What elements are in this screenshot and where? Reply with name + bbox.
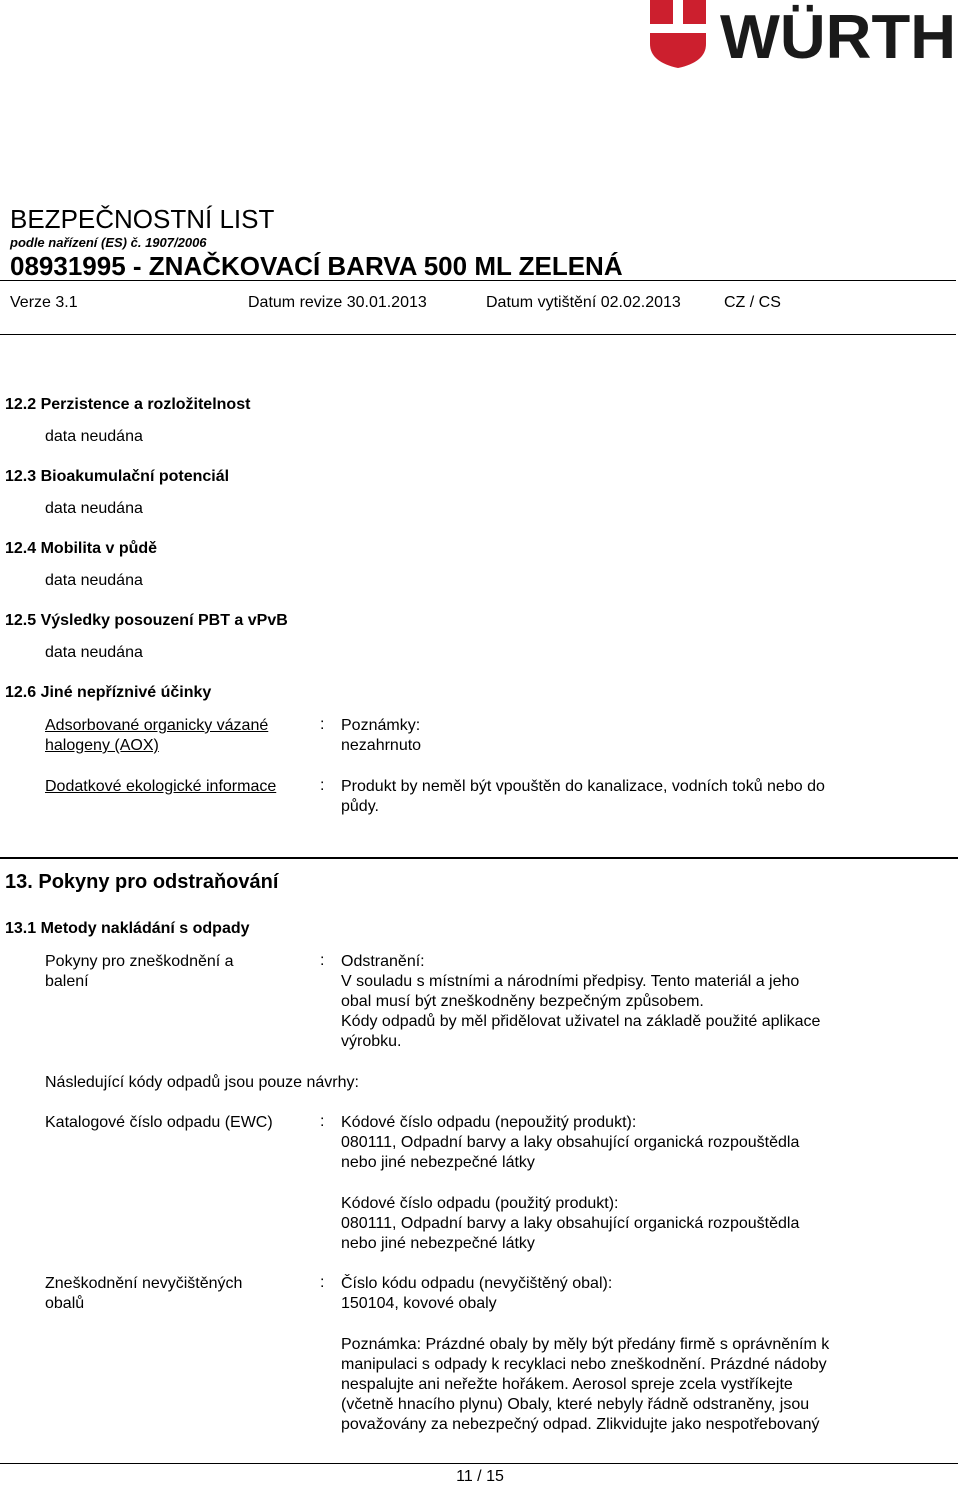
ewc-unused-line1: Kódové číslo odpadu (nepoužitý produkt):: [341, 1114, 637, 1131]
codes-note: Následující kódy odpadů jsou pouze návrhy:: [45, 1074, 359, 1091]
eco-info-value-line2: půdy.: [341, 798, 379, 815]
colon: :: [320, 952, 325, 969]
ewc-used-line1: Kódové číslo odpadu (použitý produkt):: [341, 1195, 619, 1212]
header-rule-bottom: [0, 334, 956, 335]
ewc-unused-line3: nebo jiné nebezpečné látky: [341, 1154, 535, 1171]
heading-12-6: 12.6 Jiné nepříznivé účinky: [5, 684, 212, 701]
heading-13-1: 13.1 Metody nakládání s odpady: [5, 920, 250, 937]
packaging-note-line3: nespalujte ani neřežte hořákem. Aerosol spreje zcela vystříkejte: [341, 1376, 793, 1393]
header-rule-top: [0, 280, 956, 281]
aox-value-line2: nezahrnuto: [341, 737, 422, 754]
regulation-note: podle nařízení (ES) č. 1907/2006: [10, 235, 207, 250]
aox-label-line2: halogeny (AOX): [45, 737, 159, 754]
heading-12-3: 12.3 Bioakumulační potenciál: [5, 468, 230, 485]
heading-12-5: 12.5 Výsledky posouzení PBT a vPvB: [5, 612, 288, 629]
packaging-note-line4: (včetně hnacího plynu) Obaly, které nebyly řádně odstraněny, jsou: [341, 1396, 810, 1413]
wurth-emblem-icon: [650, 0, 706, 68]
document-title: BEZPEČNOSTNÍ LIST: [10, 204, 275, 234]
print-date: Datum vytištění 02.02.2013: [486, 294, 681, 311]
disposal-label-line1: Pokyny pro zneškodnění a: [45, 953, 234, 970]
packaging-value-line2: 150104, kovové obaly: [341, 1295, 497, 1312]
disposal-value-line3: obal musí být zneškodněny bezpečným způsobem.: [341, 993, 704, 1010]
disposal-value-line4: Kódy odpadů by měl přidělovat uživatel na základě použité aplikace: [341, 1013, 821, 1030]
logo-wordmark: WÜRTH: [720, 3, 956, 68]
wurth-logo: [648, 0, 958, 68]
packaging-note-line2: manipulaci s odpady k recyklaci nebo zneškodnění. Prázdné nádoby: [341, 1356, 827, 1373]
ewc-used-line3: nebo jiné nebezpečné látky: [341, 1235, 535, 1252]
product-name: 08931995 - ZNAČKOVACÍ BARVA 500 ML ZELENÁ: [10, 251, 623, 281]
text-12-4: data neudána: [45, 572, 143, 589]
disposal-value-line2: V souladu s místními a národními předpisy. Tento materiál a jeho: [341, 973, 800, 990]
text-12-3: data neudána: [45, 500, 143, 517]
locale: CZ / CS: [724, 294, 781, 311]
ewc-used-line2: 080111, Odpadní barvy a laky obsahující organická rozpouštědla: [341, 1215, 800, 1232]
disposal-value-line5: výrobku.: [341, 1033, 402, 1050]
colon: :: [320, 716, 325, 733]
packaging-note-line1: Poznámka: Prázdné obaly by měly být předány firmě s oprávněním k: [341, 1336, 830, 1353]
heading-13: 13. Pokyny pro odstraňování: [5, 871, 279, 893]
colon: :: [320, 1274, 325, 1291]
packaging-label-line2: obalů: [45, 1295, 85, 1312]
packaging-value-line1: Číslo kódu odpadu (nevyčištěný obal):: [341, 1275, 613, 1292]
page-number: 11 / 15: [456, 1468, 504, 1485]
revision-date: Datum revize 30.01.2013: [248, 294, 427, 311]
disposal-label-line2: balení: [45, 973, 89, 990]
eco-info-label: Dodatkové ekologické informace: [45, 778, 277, 795]
text-12-5: data neudána: [45, 644, 143, 661]
packaging-note-line5: považovány za nebezpečný odpad. Zlikvidujte jako nespotřebovaný: [341, 1416, 820, 1433]
version: Verze 3.1: [10, 294, 78, 311]
ewc-unused-line2: 080111, Odpadní barvy a laky obsahující organická rozpouštědla: [341, 1134, 800, 1151]
text-12-2: data neudána: [45, 428, 143, 445]
heading-12-2: 12.2 Perzistence a rozložitelnost: [5, 396, 251, 413]
packaging-label-line1: Zneškodnění nevyčištěných: [45, 1275, 243, 1292]
heading-12-4: 12.4 Mobilita v půdě: [5, 540, 158, 557]
ewc-label: Katalogové číslo odpadu (EWC): [45, 1114, 273, 1131]
aox-value-line1: Poznámky:: [341, 717, 421, 734]
aox-label-line1: Adsorbované organicky vázané: [45, 717, 269, 734]
colon: :: [320, 1113, 325, 1130]
disposal-value-line1: Odstranění:: [341, 953, 425, 970]
section-rule: [0, 857, 958, 859]
eco-info-value-line1: Produkt by neměl být vpouštěn do kanalizace, vodních toků nebo do: [341, 778, 825, 795]
colon: :: [320, 777, 325, 794]
footer-rule: [0, 1463, 958, 1464]
